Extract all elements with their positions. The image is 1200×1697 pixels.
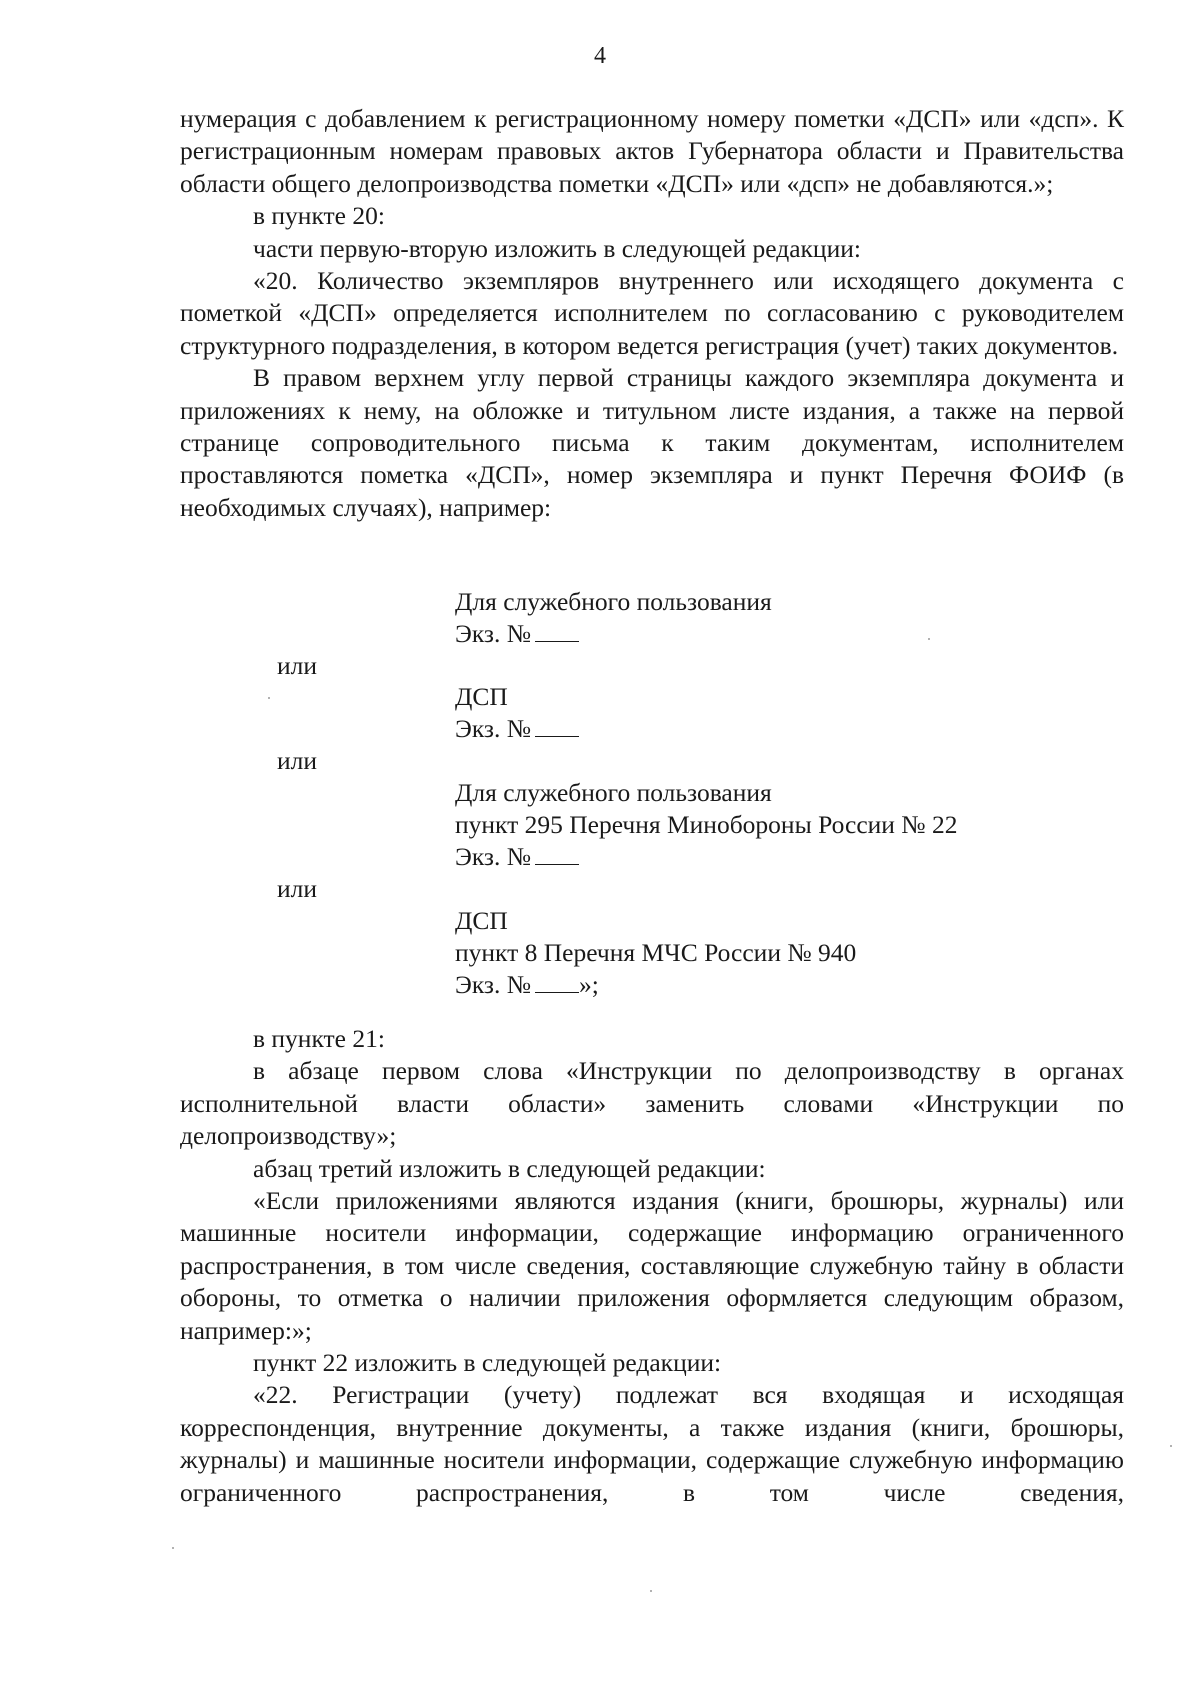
example-4-copy-number — [455, 969, 599, 1001]
scan-speck — [928, 638, 930, 640]
example-4-line-1: ДСП — [455, 906, 508, 935]
example-1-copy-number — [455, 618, 579, 650]
closing-quote: »; — [579, 970, 599, 999]
paragraph-point-20: в пункте 20: — [253, 201, 385, 231]
or-separator-2: или — [277, 746, 318, 775]
copy-number-blank — [535, 714, 579, 737]
example-2-line-1: ДСП — [455, 682, 508, 711]
paragraph-item-22: «22. Регистрации (учету) подлежат вся входящая и исходящая корреспонденция, внутренние документы, а также издания (книги, брошюры, журналы) и машинные носители информации, содержащие служебную информацию ограниченного распространения, в том числе сведения, — [180, 1380, 1124, 1507]
example-4-line-2: пункт 8 Перечня МЧС России № 940 — [455, 938, 857, 967]
example-3-line-2: пункт 295 Перечня Минобороны России № 22 — [455, 810, 958, 839]
copy-number-blank — [535, 970, 579, 993]
page-number: 4 — [594, 43, 606, 69]
paragraph-parts-first-second: части первую-вторую изложить в следующей редакции: — [253, 233, 861, 263]
paragraph-numbering-continuation: нумерация с добавлением к регистрационному номеру пометки «ДСП» или «дсп». К регистрационным номерам правовых актов Губернатора области и Правительства области общего делопроизводства пометки «ДСП» или «дсп» не добавляются.»; — [180, 104, 1124, 198]
copy-number-label: Экз. № — [455, 619, 532, 648]
or-separator-1: или — [277, 651, 318, 680]
paragraph-third-abzac: абзац третий изложить в следующей редакции: — [253, 1153, 766, 1183]
text-block-top — [180, 103, 1124, 524]
paragraph-point-21: в пункте 21: — [253, 1024, 385, 1053]
copy-number-blank — [535, 842, 579, 865]
example-3-copy-number — [455, 841, 579, 873]
scan-speck — [172, 1547, 174, 1549]
example-1-line-1: Для служебного пользования — [455, 587, 772, 616]
paragraph-attachments: «Если приложениями являются издания (книги, брошюры, журналы) или машинные носители информации, содержащие информацию ограниченного распространения, в том числе сведения, составляющие служебную тайну в области обороны, то отметка о наличии приложения оформляется следующим образом, например:»; — [180, 1186, 1124, 1345]
scan-speck — [650, 1590, 652, 1592]
copy-number-label: Экз. № — [455, 714, 532, 743]
paragraph-upper-right-corner: В правом верхнем углу первой страницы каждого экземпляра документа и приложениях к нему, на обложке и титульном листе издания, а также на первой странице сопроводительного письма к таким документам, исполнителем проставляются пометка «ДСП», номер экземпляра и пункт Перечня ФОИФ (в необходимых случаях), например: — [180, 363, 1124, 522]
example-3-line-1: Для служебного пользования — [455, 778, 772, 807]
scan-speck — [1170, 1445, 1172, 1447]
example-2-copy-number — [455, 713, 579, 745]
copy-number-label: Экз. № — [455, 842, 532, 871]
paragraph-point-22: пункт 22 изложить в следующей редакции: — [253, 1348, 722, 1378]
scan-speck — [268, 697, 270, 699]
copy-number-label: Экз. № — [455, 970, 532, 999]
or-separator-3: или — [277, 874, 318, 903]
copy-number-blank — [535, 619, 579, 642]
paragraph-first-abzac: в абзаце первом слова «Инструкции по делопроизводству в органах исполнительной власти области» заменить словами «Инструкции по делопроизводству»; — [180, 1056, 1124, 1151]
paragraph-item-20: «20. Количество экземпляров внутреннего или исходящего документа с пометкой «ДСП» определяется исполнителем по согласованию с руководителем структурного подразделения, в котором ведется регистрация (учет) таких документов. — [180, 266, 1124, 360]
text-block-bottom — [180, 1023, 1124, 1509]
